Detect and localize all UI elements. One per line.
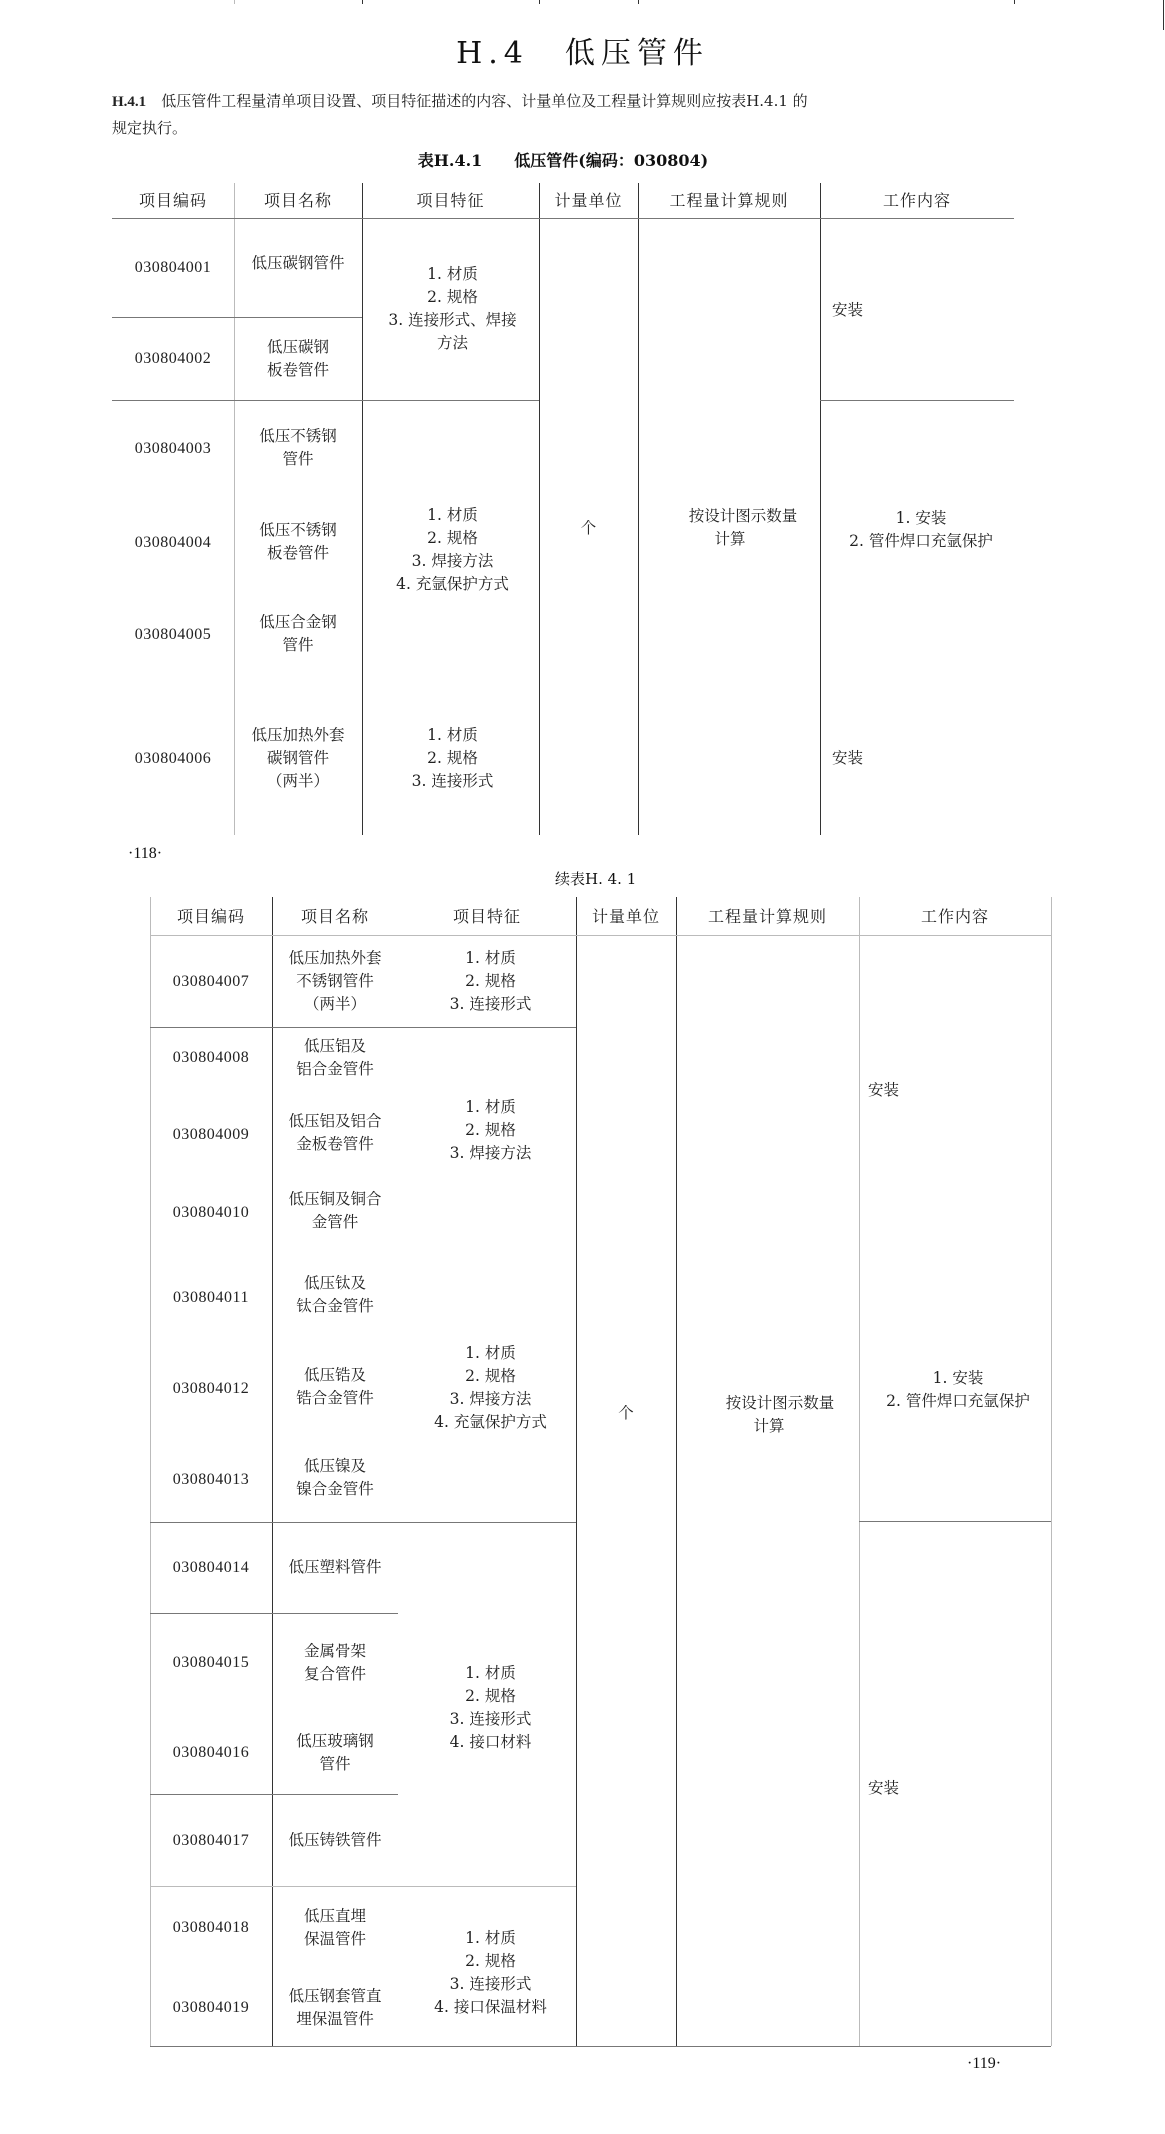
col-divider (676, 897, 677, 2046)
clause-text: 低压管件工程量清单项目设置、项目特征描述的内容、计量单位及工程量计算规则应按表H.4.1 的 (161, 92, 808, 110)
work-content: 安装 (868, 1778, 900, 1797)
row-name (272, 1905, 398, 1950)
features-group (370, 218, 535, 400)
name-line: （两半） (266, 772, 329, 790)
features-group (408, 1340, 573, 1435)
name-line: 低压不锈钢 (259, 521, 337, 539)
feature-line: 3. 焊接方法 (449, 1389, 532, 1408)
calc-rule (645, 505, 815, 551)
stub-line (1014, 0, 1015, 4)
name-line: 低压镍及 (303, 1456, 366, 1475)
features-group (370, 400, 535, 680)
feature-line: 3. 连接形式 (411, 772, 494, 790)
row-code: 030804003 (134, 439, 212, 457)
header-code: 项目编码 (138, 191, 207, 210)
feature-line: 2. 规格 (427, 529, 478, 547)
feature-line: 3. 连接形式、焊接 (388, 311, 517, 329)
work-content: 安装 (832, 748, 864, 767)
features-group (408, 1925, 573, 2020)
row-code: 030804002 (134, 350, 212, 367)
row-code: 030804004 (134, 533, 212, 551)
name-line: 锆合金管件 (296, 1388, 374, 1407)
row-name: 低压铸铁管件 (288, 1831, 382, 1849)
feature-line: 1. 材质 (427, 506, 478, 524)
feature-line: 2. 规格 (465, 1120, 516, 1139)
name-line: 钛合金管件 (296, 1296, 374, 1315)
row-code: 030804012 (172, 1380, 250, 1397)
work-content (868, 1365, 1048, 1415)
name-line: 低压铜及铜合 (288, 1189, 382, 1208)
page-edge-line (1163, 0, 1164, 30)
name-line: 低压铝及铝合 (288, 1111, 382, 1130)
name-line: 复合管件 (303, 1664, 366, 1683)
header-code: 项目编码 (176, 906, 245, 926)
feature-line: 4. 接口材料 (449, 1732, 532, 1751)
row-code: 030804017 (172, 1831, 250, 1849)
feature-line: 方法 (436, 334, 468, 352)
feature-line: 1. 材质 (427, 726, 478, 744)
name-line: 低压直埋 (303, 1906, 366, 1925)
col-divider (638, 183, 639, 835)
name-line: 保温管件 (303, 1929, 366, 1948)
name-line: 埋保温管件 (296, 2009, 374, 2028)
name-line: 金属骨架 (303, 1641, 366, 1660)
col-divider (362, 183, 363, 835)
row-rule (820, 400, 1014, 401)
row-name (272, 1272, 398, 1317)
row-rule (859, 1521, 1051, 1522)
name-line: 低压铝及 (303, 1036, 366, 1055)
row-name (234, 400, 362, 496)
name-line: 板卷管件 (266, 360, 329, 379)
features-group (370, 700, 535, 817)
stub-line (539, 0, 540, 4)
row-code: 030804007 (172, 972, 250, 990)
name-line: 低压钛及 (303, 1273, 366, 1292)
feature-line: 1. 材质 (427, 265, 478, 283)
header-work: 工作内容 (882, 191, 951, 210)
features-group (408, 1095, 573, 1165)
feature-line: 3. 连接形式 (449, 1709, 532, 1728)
feature-line: 1. 材质 (465, 1928, 516, 1947)
header-rule-col: 工程量计算规则 (669, 191, 789, 210)
feature-line: 4. 充氩保护方式 (396, 575, 509, 593)
row-rule (150, 1027, 576, 1028)
row-rule (150, 1613, 398, 1614)
row-name (234, 317, 362, 400)
header-work: 工作内容 (920, 906, 989, 926)
name-line: 低压不锈钢 (259, 427, 337, 445)
name-line: 铝合金管件 (296, 1059, 374, 1078)
row-code: 030804015 (172, 1654, 250, 1671)
section-title: H.4 低压管件 (456, 36, 709, 71)
rule-line: 按设计图示数量 (688, 507, 798, 525)
header-unit: 计量单位 (591, 906, 660, 926)
feature-line: 4. 充氩保护方式 (434, 1412, 547, 1431)
row-code: 030804001 (134, 259, 212, 276)
row-name (272, 1035, 398, 1080)
row-name (272, 1364, 398, 1409)
header-name: 项目名称 (263, 191, 332, 210)
name-line: 低压钢套管直 (288, 1986, 382, 2005)
row-code: 030804013 (172, 1471, 250, 1488)
feature-line: 1. 材质 (465, 948, 516, 967)
header-features: 项目特征 (416, 191, 485, 210)
clause-text-cont: 规定执行。 (112, 119, 188, 137)
col-divider (820, 183, 821, 835)
feature-line: 3. 焊接方法 (449, 1143, 532, 1162)
work-content: 安装 (832, 300, 864, 319)
page-number: ·118· (128, 845, 163, 862)
row-name: 低压塑料管件 (288, 1558, 382, 1576)
row-name (272, 1730, 398, 1775)
row-name (234, 588, 362, 680)
header-name: 项目名称 (300, 906, 369, 926)
continued-caption: 续表H. 4. 1 (555, 870, 637, 888)
table-caption: 表H.4.1 低压管件(编码：030804) (417, 151, 709, 170)
name-line: 管件 (282, 636, 314, 654)
table-bottom-border (150, 2046, 1051, 2047)
row-code: 030804010 (172, 1204, 250, 1221)
name-line: 管件 (319, 1754, 351, 1773)
feature-line: 3. 连接形式 (449, 1974, 532, 1993)
row-name (272, 1640, 398, 1685)
col-divider (859, 897, 860, 2046)
row-name (272, 935, 398, 1027)
work-content: 安装 (868, 1080, 900, 1099)
work-line: 1. 安装 (895, 509, 947, 527)
row-code: 030804008 (172, 1049, 250, 1066)
feature-line: 1. 材质 (465, 1343, 516, 1362)
header-unit: 计量单位 (554, 191, 623, 210)
name-line: 低压加热外套 (288, 948, 382, 967)
row-name (272, 1985, 398, 2030)
rule-line: 按设计图示数量 (725, 1394, 835, 1412)
feature-line: 1. 材质 (465, 1097, 516, 1116)
features-group (408, 935, 573, 1027)
row-code: 030804018 (172, 1919, 250, 1936)
name-line: 金板卷管件 (296, 1134, 374, 1153)
name-line: （两半） (303, 994, 366, 1013)
rule-line: 计算 (753, 1417, 785, 1435)
row-name (272, 1110, 398, 1155)
name-line: 低压碳钢 (266, 337, 329, 356)
work-line: 2. 管件焊口充氩保护 (849, 532, 993, 550)
feature-line: 2. 规格 (427, 288, 478, 306)
work-line: 1. 安装 (932, 1369, 984, 1387)
row-code: 030804006 (134, 750, 212, 767)
feature-line: 2. 规格 (465, 1366, 516, 1385)
header-rule-col: 工程量计算规则 (707, 906, 827, 926)
feature-line: 2. 规格 (465, 1686, 516, 1705)
row-name (272, 1188, 398, 1233)
feature-line: 2. 规格 (465, 1951, 516, 1970)
work-content (832, 505, 1010, 555)
name-line: 低压合金钢 (259, 613, 337, 631)
table-right-border (1051, 897, 1052, 2046)
clause-paragraph (112, 88, 1032, 141)
row-name (234, 496, 362, 588)
unit-value: 个 (618, 1403, 634, 1422)
header-features: 项目特征 (452, 906, 521, 926)
name-line: 金管件 (311, 1212, 359, 1231)
features-group (408, 1660, 573, 1755)
row-code: 030804011 (173, 1289, 249, 1306)
col-divider (576, 897, 577, 2046)
name-line: 管件 (282, 450, 314, 468)
feature-line: 3. 焊接方法 (411, 552, 494, 570)
feature-line: 2. 规格 (465, 971, 516, 990)
name-line: 碳钢管件 (266, 749, 329, 767)
name-line: 板卷管件 (266, 544, 329, 562)
row-code: 030804014 (172, 1559, 250, 1576)
stub-line (638, 0, 639, 4)
clause-number: H.4.1 (112, 94, 147, 110)
page-number: ·119· (967, 2055, 1002, 2072)
feature-line: 1. 材质 (465, 1663, 516, 1682)
work-line: 2. 管件焊口充氩保护 (886, 1392, 1030, 1410)
row-rule (150, 1886, 576, 1887)
feature-line: 2. 规格 (427, 749, 478, 767)
row-name (234, 700, 362, 817)
stub-line (234, 0, 235, 4)
rule-line: 计算 (714, 530, 746, 548)
feature-line: 3. 连接形式 (449, 994, 532, 1013)
row-code: 030804016 (172, 1744, 250, 1761)
row-code: 030804019 (172, 1999, 250, 2016)
calc-rule (683, 1390, 855, 1440)
stub-line (362, 0, 363, 4)
row-code: 030804005 (134, 625, 212, 643)
name-line: 不锈钢管件 (296, 971, 374, 990)
name-line: 低压锆及 (303, 1365, 366, 1384)
row-code: 030804009 (172, 1126, 250, 1143)
feature-line: 4. 接口保温材料 (434, 1997, 547, 2016)
name-line: 镍合金管件 (296, 1479, 374, 1498)
name-line: 低压玻璃钢 (296, 1731, 374, 1750)
unit-value: 个 (580, 518, 597, 537)
row-name (272, 1455, 398, 1500)
row-name: 低压碳钢管件 (251, 253, 345, 272)
name-line: 低压加热外套 (251, 726, 345, 744)
